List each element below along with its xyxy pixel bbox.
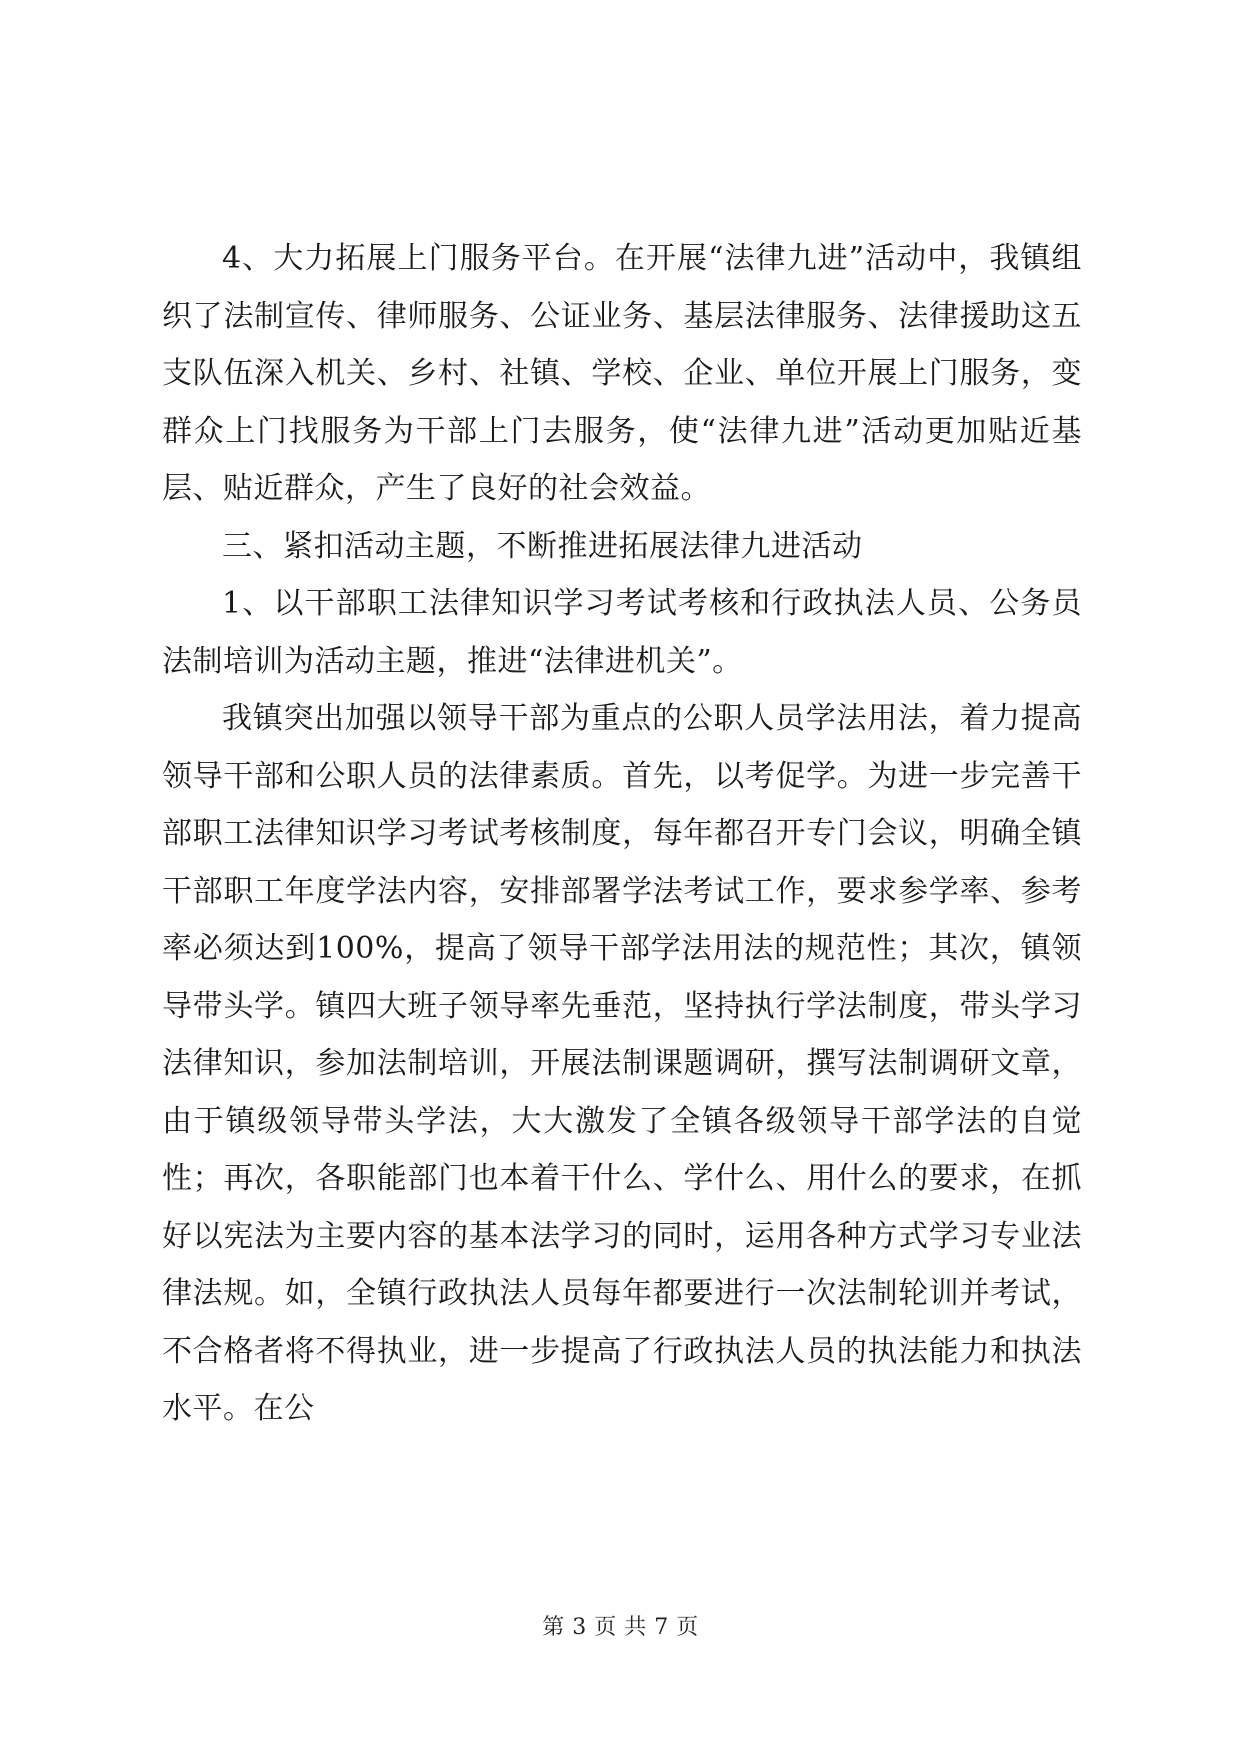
document-body [162, 230, 1082, 1438]
page-number-footer: 第 3 页 共 7 页 [542, 1615, 699, 1640]
paragraph-law-into-offices-heading: 1、以干部职工法律知识学习考试考核和行政执法人员、公务员法制培训为活动主题，推进“法律进机关”。 [162, 586, 1082, 679]
paragraph-officials-study-law: 我镇突出加强以领导干部为重点的公职人员学法用法，着力提高领导干部和公职人员的法律素质。首先，以考促学。为进一步完善干部职工法律知识学习考试考核制度，每年都召开专门会议，明确全镇干部职工年度学法内容，安排部署学法考试工作，要求参学率、参考率必须达到100%，提高了领导干部学法用法的规范性；其次，镇领导带头学。镇四大班子领导率先垂范，坚持执行学法制度，带头学习法律知识，参加法制培训，开展法制课题调研，撰写法制调研文章，由于镇级领导带头学法，大大激发了全镇各级领导干部学法的自觉性；再次，各职能部门也本着干什么、学什么、用什么的要求，在抓好以宪法为主要内容的基本法学习的同时，运用各种方式学习专业法律法规。如，全镇行政执法人员每年都要进行一次法制轮训并考试，不合格者将不得执业，进一步提高了行政执法人员的执法能力和执法水平。在公 [162, 701, 1082, 1426]
section-heading-three: 三、紧扣活动主题，不断推进拓展法律九进活动 [222, 528, 863, 564]
paragraph-service-platform: 4、大力拓展上门服务平台。在开展“法律九进”活动中，我镇组织了法制宣传、律师服务、公证业务、基层法律服务、法律援助这五支队伍深入机关、乡村、社镇、学校、企业、单位开展上门服务，变群众上门找服务为干部上门去服务，使“法律九进”活动更加贴近基层、贴近群众，产生了良好的社会效益。 [162, 241, 1082, 506]
